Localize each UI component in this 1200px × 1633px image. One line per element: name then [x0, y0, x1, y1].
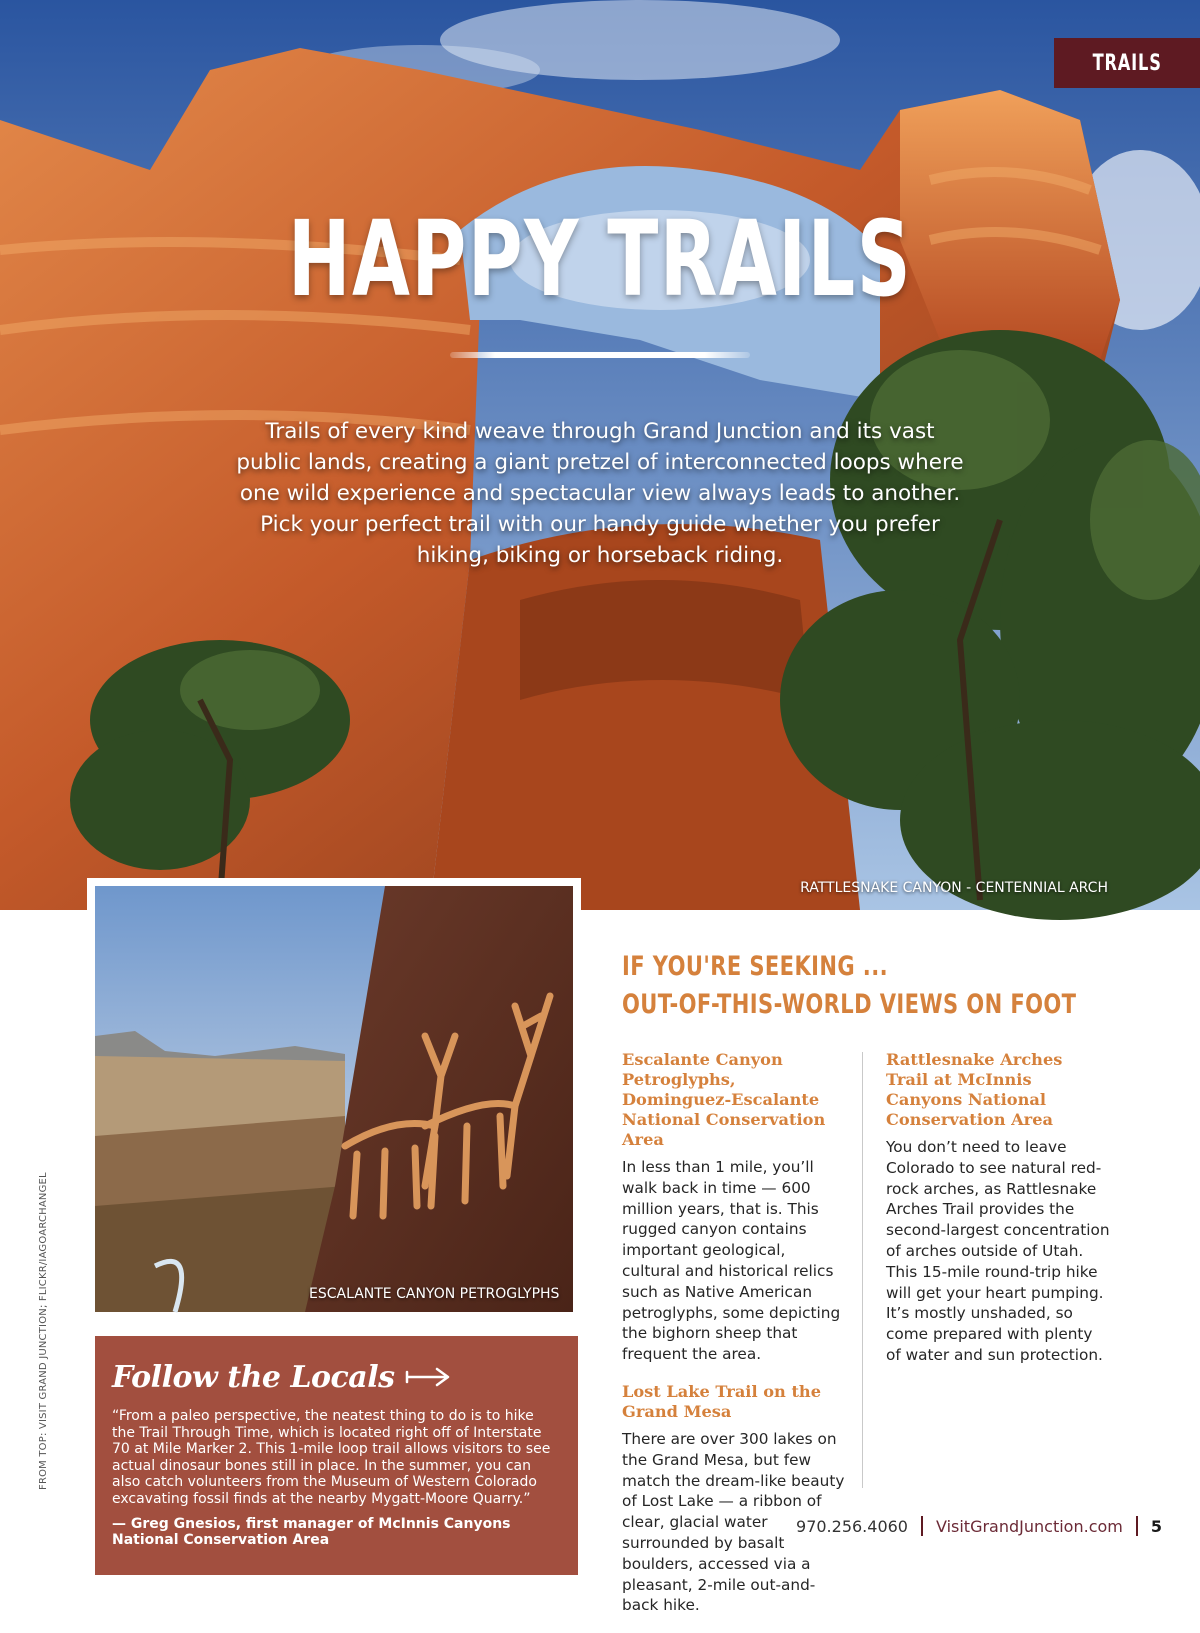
- trail-body-lost-lake: There are over 300 lakes on the Grand Mesa, but few match the dream-like beauty of Lost Lake — a ribbon of clear, glacial water surrounded by basalt boulders, accessed via a pleasant, 2-mile out-and-back hike.: [622, 1429, 845, 1615]
- footer-separator: [921, 1516, 923, 1536]
- intro-paragraph: Trails of every kind weave through Grand Junction and its vast public lands, creating a giant pretzel of interconnected loops where one wild experience and spectacular view always leads to another. Pick your perfect trail with our handy guide whether you prefer hiking, biking or horseback riding.: [236, 419, 964, 568]
- trail-title-rattlesnake: Rattlesnake Arches Trail at McInnis Canyons National Conservation Area: [886, 1050, 1063, 1129]
- article-column-1: [622, 1050, 846, 1633]
- trail-title-lost-lake: Lost Lake Trail on the Grand Mesa: [622, 1381, 821, 1421]
- footer-separator: [1136, 1516, 1138, 1536]
- petroglyph-photo: [95, 886, 573, 1312]
- photo-credit: FROM TOP: VISIT GRAND JUNCTION; FLICKR/IAGOARCHANGEL: [38, 1172, 49, 1490]
- locals-attribution: — Greg Gnesios, first manager of McInnis Canyons National Conservation Area: [112, 1515, 511, 1549]
- website-link[interactable]: VisitGrandJunction.com: [935, 1516, 1123, 1536]
- hero-photo-caption: RATTLESNAKE CANYON - CENTENNIAL ARCH: [800, 880, 1108, 896]
- article-heading-line-1: IF YOU'RE SEEKING ...: [622, 951, 888, 982]
- trail-title-escalante: Escalante Canyon Petroglyphs, Dominguez-Escalante National Conservation Area: [622, 1050, 826, 1149]
- page-title: HAPPY TRAILS: [287, 198, 913, 320]
- article-heading-line-2: OUT-OF-THIS-WORLD VIEWS ON FOOT: [622, 989, 1077, 1020]
- page-number: 5: [1150, 1516, 1162, 1536]
- phone-number: 970.256.4060: [796, 1516, 908, 1536]
- page-footer: [796, 1516, 1162, 1536]
- article-heading: [622, 948, 1076, 1024]
- trail-body-escalante: In less than 1 mile, you’ll walk back in time — 600 million years, that is. This rugged canyon contains important geological, cultural and historical relics such as Native American petroglyphs, some depicting the bighorn sheep that frequent the area.: [622, 1158, 841, 1364]
- arrow-right-icon: [405, 1366, 451, 1388]
- follow-the-locals-title: Follow the Locals: [112, 1359, 395, 1395]
- title-underline: [450, 352, 750, 358]
- section-tag: [1054, 38, 1200, 88]
- petroglyph-photo-frame: [87, 878, 581, 1320]
- column-divider: [862, 1052, 863, 1488]
- trail-body-rattlesnake: You don’t need to leave Colorado to see natural red-rock arches, as Rattlesnake Arches Trail provides the second-largest concentration of arches outside of Utah. This 15-mile round-trip hike will get your heart pumping. It’s mostly unshaded, so come prepared with plenty of water and sun protection.: [886, 1138, 1110, 1364]
- article-column-2: [886, 1050, 1110, 1383]
- petroglyph-photo-caption: ESCALANTE CANYON PETROGLYPHS: [309, 1286, 560, 1302]
- section-tag-label: TRAILS: [1092, 50, 1162, 76]
- locals-quote: “From a paleo perspective, the neatest thing to do is to hike the Trail Through Time, which is located right off of Interstate 70 at Mile Marker 2. This 1-mile loop trail allows visitors to see actual dinosaur bones still in place. In the summer, you can also catch volunteers from the Museum of Western Colorado excavating fossil finds at the nearby Mygatt-Moore Quarry.”: [112, 1408, 551, 1507]
- follow-the-locals-box: [95, 1336, 578, 1575]
- petroglyph-image: [95, 886, 573, 1312]
